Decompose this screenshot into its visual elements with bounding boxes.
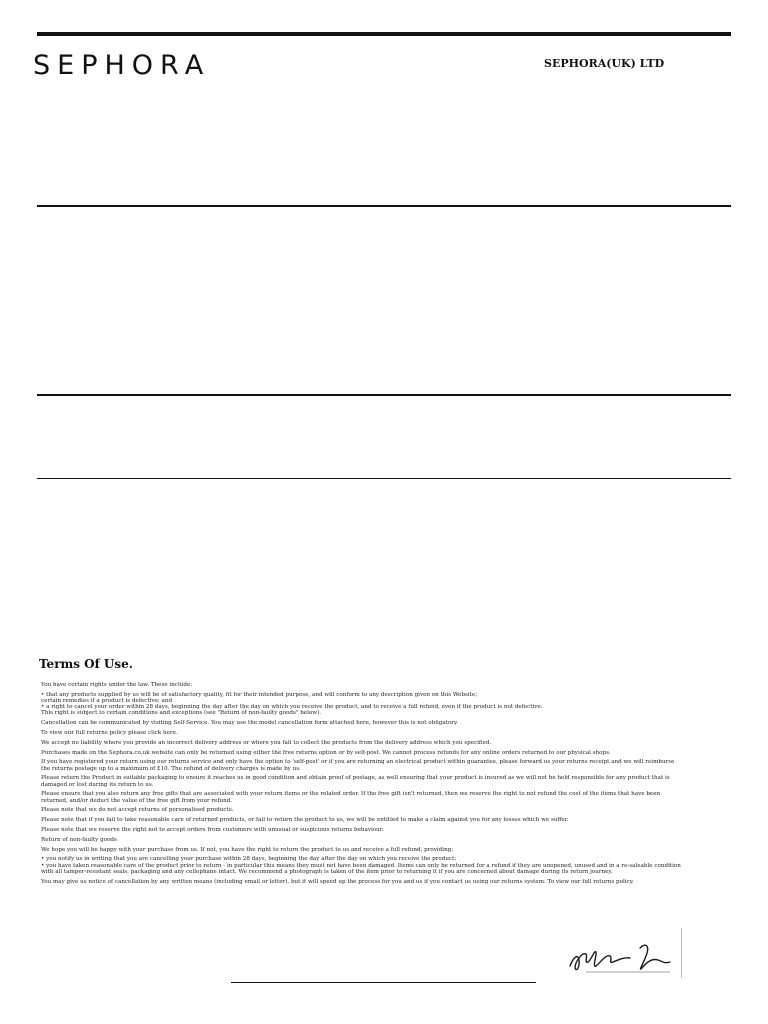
signature-border (681, 928, 682, 978)
terms-paragraph: Purchases made on the Sephora.co.uk website can only be returned using either the free returns option or by self-post. We cannot process refunds for any online orders returned to our physical shops. (41, 749, 611, 756)
section-divider-3 (37, 478, 731, 479)
bottom-line (231, 982, 536, 983)
terms-title: Terms Of Use. (39, 657, 133, 671)
terms-paragraph: Cancellation can be communicated by visiting Self-Service. You may use the model cancellation form attached here, however this is not obligatory. (41, 720, 459, 727)
terms-paragraph: • a right to cancel your order within 28 days, beginning the day after the day on which you receive the product, and to receive a full refund, even if the product is not defective. (41, 704, 543, 711)
signature-mark (566, 928, 682, 978)
terms-body (41, 682, 681, 888)
terms-paragraph: Please note that if you fail to take reasonable care of returned products, or fail to return the product to us, we will be entitled to make a claim against you for any losses which we suffer. (41, 817, 569, 824)
company-name: SEPHORA(UK) LTD (544, 57, 665, 70)
signature (566, 928, 682, 978)
terms-paragraph: We accept no liability where you provide an incorrect delivery address or where you fail to collect the products from the delivery address which you specified. (41, 739, 492, 746)
section-divider-2 (37, 394, 731, 396)
terms-paragraph: Please note that we do not accept returns of personalised products. (41, 807, 234, 814)
terms-paragraph: Return of non-faulty goods (41, 836, 117, 843)
section-divider-1 (37, 205, 731, 207)
terms-paragraph: If you have registered your return using our returns service and only have the option to 'self-post' or if you are returning an electrical product within guarantee, please forward us your returns receipt and we will reimburse the returns postage up to a maximum of £10. The refund of delivery charges is made by us. (41, 759, 675, 772)
terms-paragraph: • you have taken reasonable care of the product prior to return - in particular this means they must not have been damaged. Items can only be returned for a refund if they are unopened, unused and in a re-saleable condition with all tamper-resistant seals, packaging and any cellophane intact. We recommend a photograph is taken of the item prior to returning it if you are concerned about damage during its return journey. (41, 862, 681, 875)
terms-paragraph: Please ensure that you also return any free gifts that are associated with your return items or the related order. If the free gift isn't returned, then we reserve the right to not refund the cost of the items that have been returned, and/or deduct the value of the free gift from your refund. (41, 791, 661, 804)
terms-paragraph: Please note that we reserve the right not to accept orders from customers with unusual or suspicious returns behaviour. (41, 826, 384, 833)
terms-paragraph: • you notify us in writing that you are cancelling your purchase within 28 days, beginning the day after the day on which you receive the product; (41, 856, 457, 863)
terms-paragraph: Please return the Product in suitable packaging to ensure it reaches us in good condition and obtain proof of postage, as well ensuring that your product is insured as we will not be held responsible for any product that is damaged or lost during its return to us. (41, 775, 670, 788)
terms-paragraph: You have certain rights under the law. These include: (41, 682, 193, 688)
terms-paragraph: This right is subject to certain conditions and exceptions (see "Return of non-faulty goods" below). (41, 710, 322, 717)
terms-paragraph: We hope you will be happy with your purchase from us. If not, you have the right to return the product to us and receive a full refund, providing: (41, 846, 454, 853)
terms-paragraph: certain remedies if a product is defective; and (41, 698, 173, 704)
terms-paragraph: • that any products supplied by us will be of satisfactory quality, fit for their intended purpose, and will conform to any description given on this Website; (41, 691, 478, 698)
terms-paragraph: You may give us notice of cancellation by any written means (including email or letter), but it will speed up the process for you and us if you contact us using our returns system. To view our full returns policy. (41, 878, 634, 885)
top-rule (37, 32, 731, 36)
sephora-logo: SEPHORA (33, 50, 211, 81)
terms-paragraph: To view our full returns policy please click here. (41, 730, 178, 736)
